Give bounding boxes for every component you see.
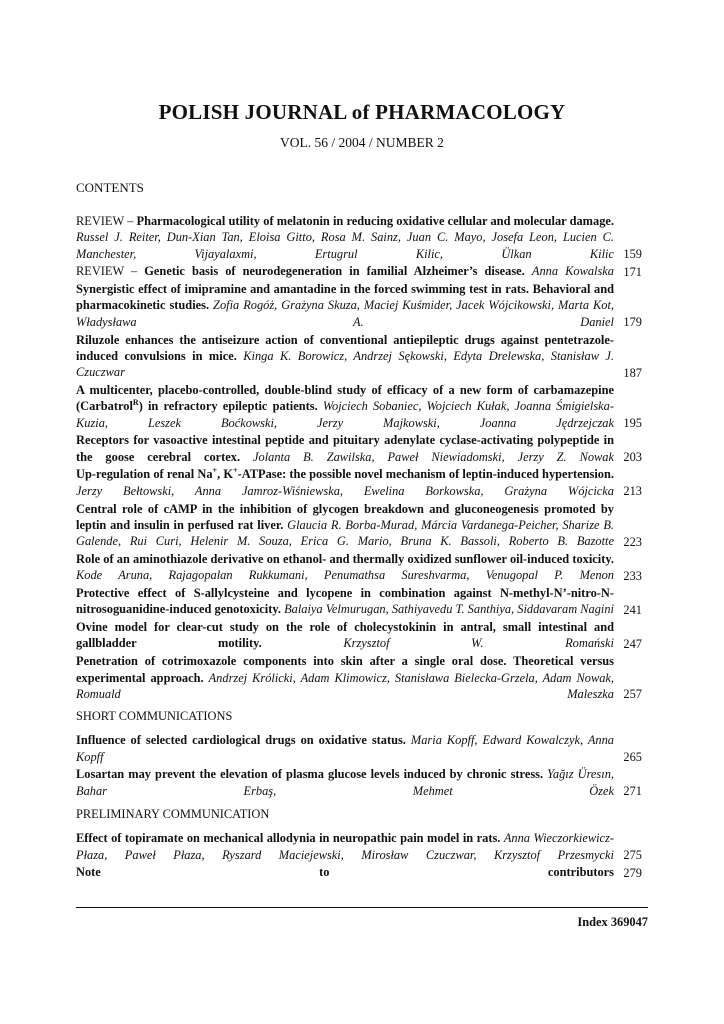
entry-title-text: Protective effect of S-allylcysteine and lycopene in combination against N-methyl-N’-nitro-N-nitrosoguanidine-induced genotoxicity. <box>76 586 614 617</box>
toc-entry[interactable] <box>76 619 642 652</box>
entry-title-text: Receptors for vasoactive intestinal peptide and pituitary adenylate cyclase-activating polypeptide in the goose cerebral cortex. <box>76 433 614 464</box>
entry-authors: Maria Kopff, Edward Kowalczyk, Anna Kopff <box>76 733 614 764</box>
journal-title: POLISH JOURNAL of PHARMACOLOGY <box>158 100 566 124</box>
short-communications-heading: SHORT COMMUNICATIONS <box>76 709 233 723</box>
entry-text-box <box>76 766 614 799</box>
entry-page-number: 213 <box>623 484 642 499</box>
entry-page-number: 247 <box>623 636 642 651</box>
entry-title-superscript: + <box>233 466 238 476</box>
toc-entry-text <box>76 767 614 797</box>
entry-text-inner <box>76 263 614 280</box>
toc-entry-text <box>76 552 614 582</box>
entry-page-number: 179 <box>623 315 642 330</box>
entry-line <box>76 830 642 863</box>
entry-text-inner <box>76 864 614 881</box>
entry-text-box <box>76 864 614 881</box>
footer-rule <box>76 907 648 908</box>
entry-title-superscript: + <box>212 466 218 476</box>
entry-title-text: Losartan may prevent the elevation of plasma glucose levels induced by chronic stress. <box>76 767 544 782</box>
toc-entry-text <box>76 733 614 763</box>
entry-line <box>76 281 642 330</box>
entry-title-text: Synergistic effect of imipramine and amantadine in the forced swimming test in rats. Behavioral and pharmacokinetic studies. <box>76 282 614 313</box>
entry-text-box <box>76 263 614 280</box>
entry-page-number: 203 <box>623 450 642 465</box>
entry-authors: Yağız Üresın, Bahar Erbaş, Mehmet Özek <box>76 767 614 798</box>
entry-title-text: Ovine model for clear-cut study on the role of cholecystokinin in antral, small intestinal and gallbladder motility. <box>76 620 614 651</box>
entry-text-box <box>76 382 614 431</box>
entry-text-box <box>76 653 614 702</box>
toc-entry-text <box>76 502 614 549</box>
entry-authors: Jerzy Bełtowski, Anna Jamroz-Wiśniewska, Ewelina Borkowska, Grażyna Wójcicka <box>76 483 614 498</box>
toc-entry[interactable] <box>76 382 642 431</box>
entry-title-text: Penetration of cotrimoxazole components into skin after a single oral dose. Theoretical versus experimental approach. <box>76 654 614 685</box>
toc-entry-text <box>76 214 614 261</box>
toc-entry[interactable] <box>76 501 642 550</box>
entry-line <box>76 653 642 702</box>
entry-text-box <box>76 466 614 499</box>
entry-text-box <box>76 619 614 652</box>
entry-title <box>76 467 614 481</box>
entry-title-text: Riluzole enhances the antiseizure action of conventional antiepileptic drugs against pentetrazole-induced convulsions in mice. <box>76 332 614 363</box>
toc-entry[interactable] <box>76 466 642 499</box>
entry-text-box <box>76 332 614 381</box>
preliminary-communication-list <box>76 830 642 881</box>
entry-type-prefix: REVIEW – <box>76 214 137 228</box>
entry-line <box>76 382 642 431</box>
entry-page-number: 159 <box>623 247 642 262</box>
entry-title-text: , K <box>217 467 234 482</box>
entry-authors: Glaucia R. Borba-Murad, Márcia Vardanega-Peicher, Sharize B. Galende, Rui Curi, Helenir M. Souza, Erica G. Mario, Bruna K. Bassoli, Roberto B. Bazotte <box>76 517 614 549</box>
toc-entry[interactable] <box>76 263 642 280</box>
toc-entry-text <box>76 333 614 380</box>
entry-text-inner <box>76 619 614 652</box>
entry-authors: Anna Kowalska <box>531 264 614 279</box>
entry-authors: Kinga K. Borowicz, Andrzej Sękowski, Edyta Drelewska, Stanisław J. Czuczwar <box>76 348 614 380</box>
entry-title <box>76 865 614 879</box>
entry-text-inner <box>76 332 614 381</box>
index-label: Index 369047 <box>577 915 648 929</box>
entry-text-inner <box>76 382 614 431</box>
entry-line <box>76 732 642 765</box>
entry-title-text: -ATPase: the possible novel mechanism of leptin-induced hypertension. <box>237 467 614 482</box>
entry-title-text: Pharmacological utility of melatonin in reducing oxidative cellular and molecular damage. <box>136 214 614 228</box>
toc-entry[interactable] <box>76 551 642 584</box>
entry-title-text: ) in refractory epileptic patients. <box>138 399 318 414</box>
entry-text-box <box>76 432 614 465</box>
entry-line <box>76 501 642 550</box>
entry-title-text: Role of an aminothiazole derivative on ethanol- and thermally oxidized sunflower oil-induced toxicity. <box>76 551 614 566</box>
entry-text-inner <box>76 732 614 765</box>
entry-line <box>76 213 642 262</box>
entry-text-inner <box>76 551 614 584</box>
entry-page-number: 187 <box>623 365 642 380</box>
entry-title <box>76 552 614 566</box>
entry-title <box>76 733 406 747</box>
toc-entry[interactable] <box>76 585 642 618</box>
entry-text-box <box>76 551 614 584</box>
entry-authors: Wojciech Sobaniec, Wojciech Kułak, Joanna Śmigielska-Kuzia, Leszek Boćkowski, Jerzy Majkowski, Joanna Jędrzejczak <box>76 399 614 430</box>
entry-authors: Balaiya Velmurugan, Sathiyavedu T. Santhiya, Siddavaram Nagini <box>284 602 614 617</box>
entry-line <box>76 432 642 465</box>
entry-page-number: 171 <box>623 264 642 279</box>
entry-title-text: Effect of topiramate on mechanical allodynia in neuropathic pain model in rats. <box>76 831 501 846</box>
entry-title-text: Central role of cAMP in the inhibition of glycogen breakdown and gluconeogenesis promoted by leptin and insulin in perfused rat liver. <box>76 501 614 532</box>
toc-entry-text <box>76 865 614 879</box>
entry-text-box <box>76 830 614 863</box>
toc-entry[interactable] <box>76 281 642 330</box>
toc-entry-text <box>76 264 614 278</box>
entry-page-number: 265 <box>623 750 642 765</box>
main-contents-section <box>76 213 642 704</box>
entry-text-box <box>76 501 614 550</box>
entry-line <box>76 864 642 881</box>
entry-authors: Anna Wieczorkiewicz-Płaza, Paweł Płaza, Ryszard Maciejewski, Mirosław Czuczwar, Krzysztof Przesmycki <box>76 831 614 862</box>
entry-page-number: 195 <box>623 416 642 431</box>
entry-line <box>76 332 642 381</box>
toc-entry-text <box>76 383 614 430</box>
entry-line <box>76 263 642 280</box>
entry-page-number: 275 <box>623 848 642 863</box>
entry-text-box <box>76 732 614 765</box>
preliminary-communication-heading: PRELIMINARY COMMUNICATION <box>76 807 270 821</box>
entry-text-inner <box>76 466 614 499</box>
toc-entry[interactable] <box>76 766 642 799</box>
toc-entry-text <box>76 467 614 497</box>
entry-authors: Russel J. Reiter, Dun-Xian Tan, Eloisa Gitto, Rosa M. Sainz, Juan C. Mayo, Josefa Leon, Lucien C. Manchester, Vijayalaxmi, Ertugrul Kilic, Ülkan Kilic <box>76 230 614 261</box>
entry-text-box <box>76 281 614 330</box>
entry-line <box>76 466 642 499</box>
entry-text-inner <box>76 281 614 330</box>
entry-type-prefix: REVIEW – <box>76 264 145 279</box>
entry-title <box>137 214 614 228</box>
toc-entry[interactable] <box>76 213 642 262</box>
toc-entry-text <box>76 831 614 861</box>
entry-text-inner <box>76 213 614 262</box>
entry-page-number: 279 <box>623 865 642 880</box>
entry-page-number: 271 <box>623 784 642 799</box>
entry-title <box>76 831 500 845</box>
entry-text-inner <box>76 766 614 799</box>
short-communications-list <box>76 732 642 799</box>
entry-title <box>76 767 543 781</box>
toc-entry[interactable] <box>76 332 642 381</box>
entry-authors: Krzysztof W. Romański <box>343 636 614 651</box>
entry-text-inner <box>76 830 614 863</box>
toc-entry-text <box>76 586 614 616</box>
short-communications-section <box>76 708 642 800</box>
entry-text-inner <box>76 432 614 465</box>
entry-page-number: 223 <box>623 534 642 549</box>
entry-authors: Jolanta B. Zawilska, Paweł Niewiadomski, Jerzy Z. Nowak <box>253 449 614 464</box>
contents-heading: CONTENTS <box>76 180 144 195</box>
entry-line <box>76 619 642 652</box>
toc-entry[interactable] <box>76 432 642 465</box>
volume-line: VOL. 56 / 2004 / NUMBER 2 <box>280 135 444 150</box>
entry-page-number: 257 <box>623 687 642 702</box>
toc-entry[interactable] <box>76 830 642 863</box>
entry-authors: Kode Aruna, Rajagopalan Rukkumani, Penumathsa Sureshvarma, Venugopal P. Menon <box>76 568 614 583</box>
toc-entry[interactable] <box>76 653 642 702</box>
entry-text-inner <box>76 653 614 702</box>
toc-entry[interactable] <box>76 732 642 765</box>
entry-page-number: 233 <box>623 568 642 583</box>
entry-title-text: Note to contributors <box>76 865 614 880</box>
entry-title-text: Genetic basis of neurodegeneration in familial Alzheimer’s disease. <box>144 264 525 279</box>
toc-entry-text <box>76 433 614 463</box>
entry-authors: Andrzej Królicki, Adam Klimowicz, Stanisława Bielecka-Grzela, Adam Nowak, Romuald Maleszka <box>76 670 614 701</box>
entry-line <box>76 551 642 584</box>
entry-line <box>76 585 642 618</box>
entry-title-text: A multicenter, placebo-controlled, double-blind study of efficacy of a new form of carbamazepine (Carbatrol <box>76 382 614 414</box>
entry-text-box <box>76 213 614 262</box>
entry-page-number: 241 <box>623 602 642 617</box>
entry-title-superscript: R <box>132 398 139 408</box>
toc-entry-text <box>76 620 614 650</box>
entry-title-text: Up-regulation of renal Na <box>76 467 213 482</box>
toc-entry-text <box>76 654 614 701</box>
entry-text-inner <box>76 585 614 618</box>
entry-authors: Zofia Rogóż, Grażyna Skuza, Maciej Kuśmider, Jacek Wójcikowski, Marta Kot, Władysława A. Daniel <box>76 298 614 329</box>
entry-title-text: Influence of selected cardiological drugs on oxidative status. <box>76 733 406 748</box>
entry-line <box>76 766 642 799</box>
preliminary-communication-section <box>76 806 642 882</box>
entry-text-box <box>76 585 614 618</box>
entry-text-inner <box>76 501 614 550</box>
toc-entry-text <box>76 282 614 329</box>
entry-title <box>144 264 525 278</box>
toc-entry[interactable] <box>76 864 642 881</box>
